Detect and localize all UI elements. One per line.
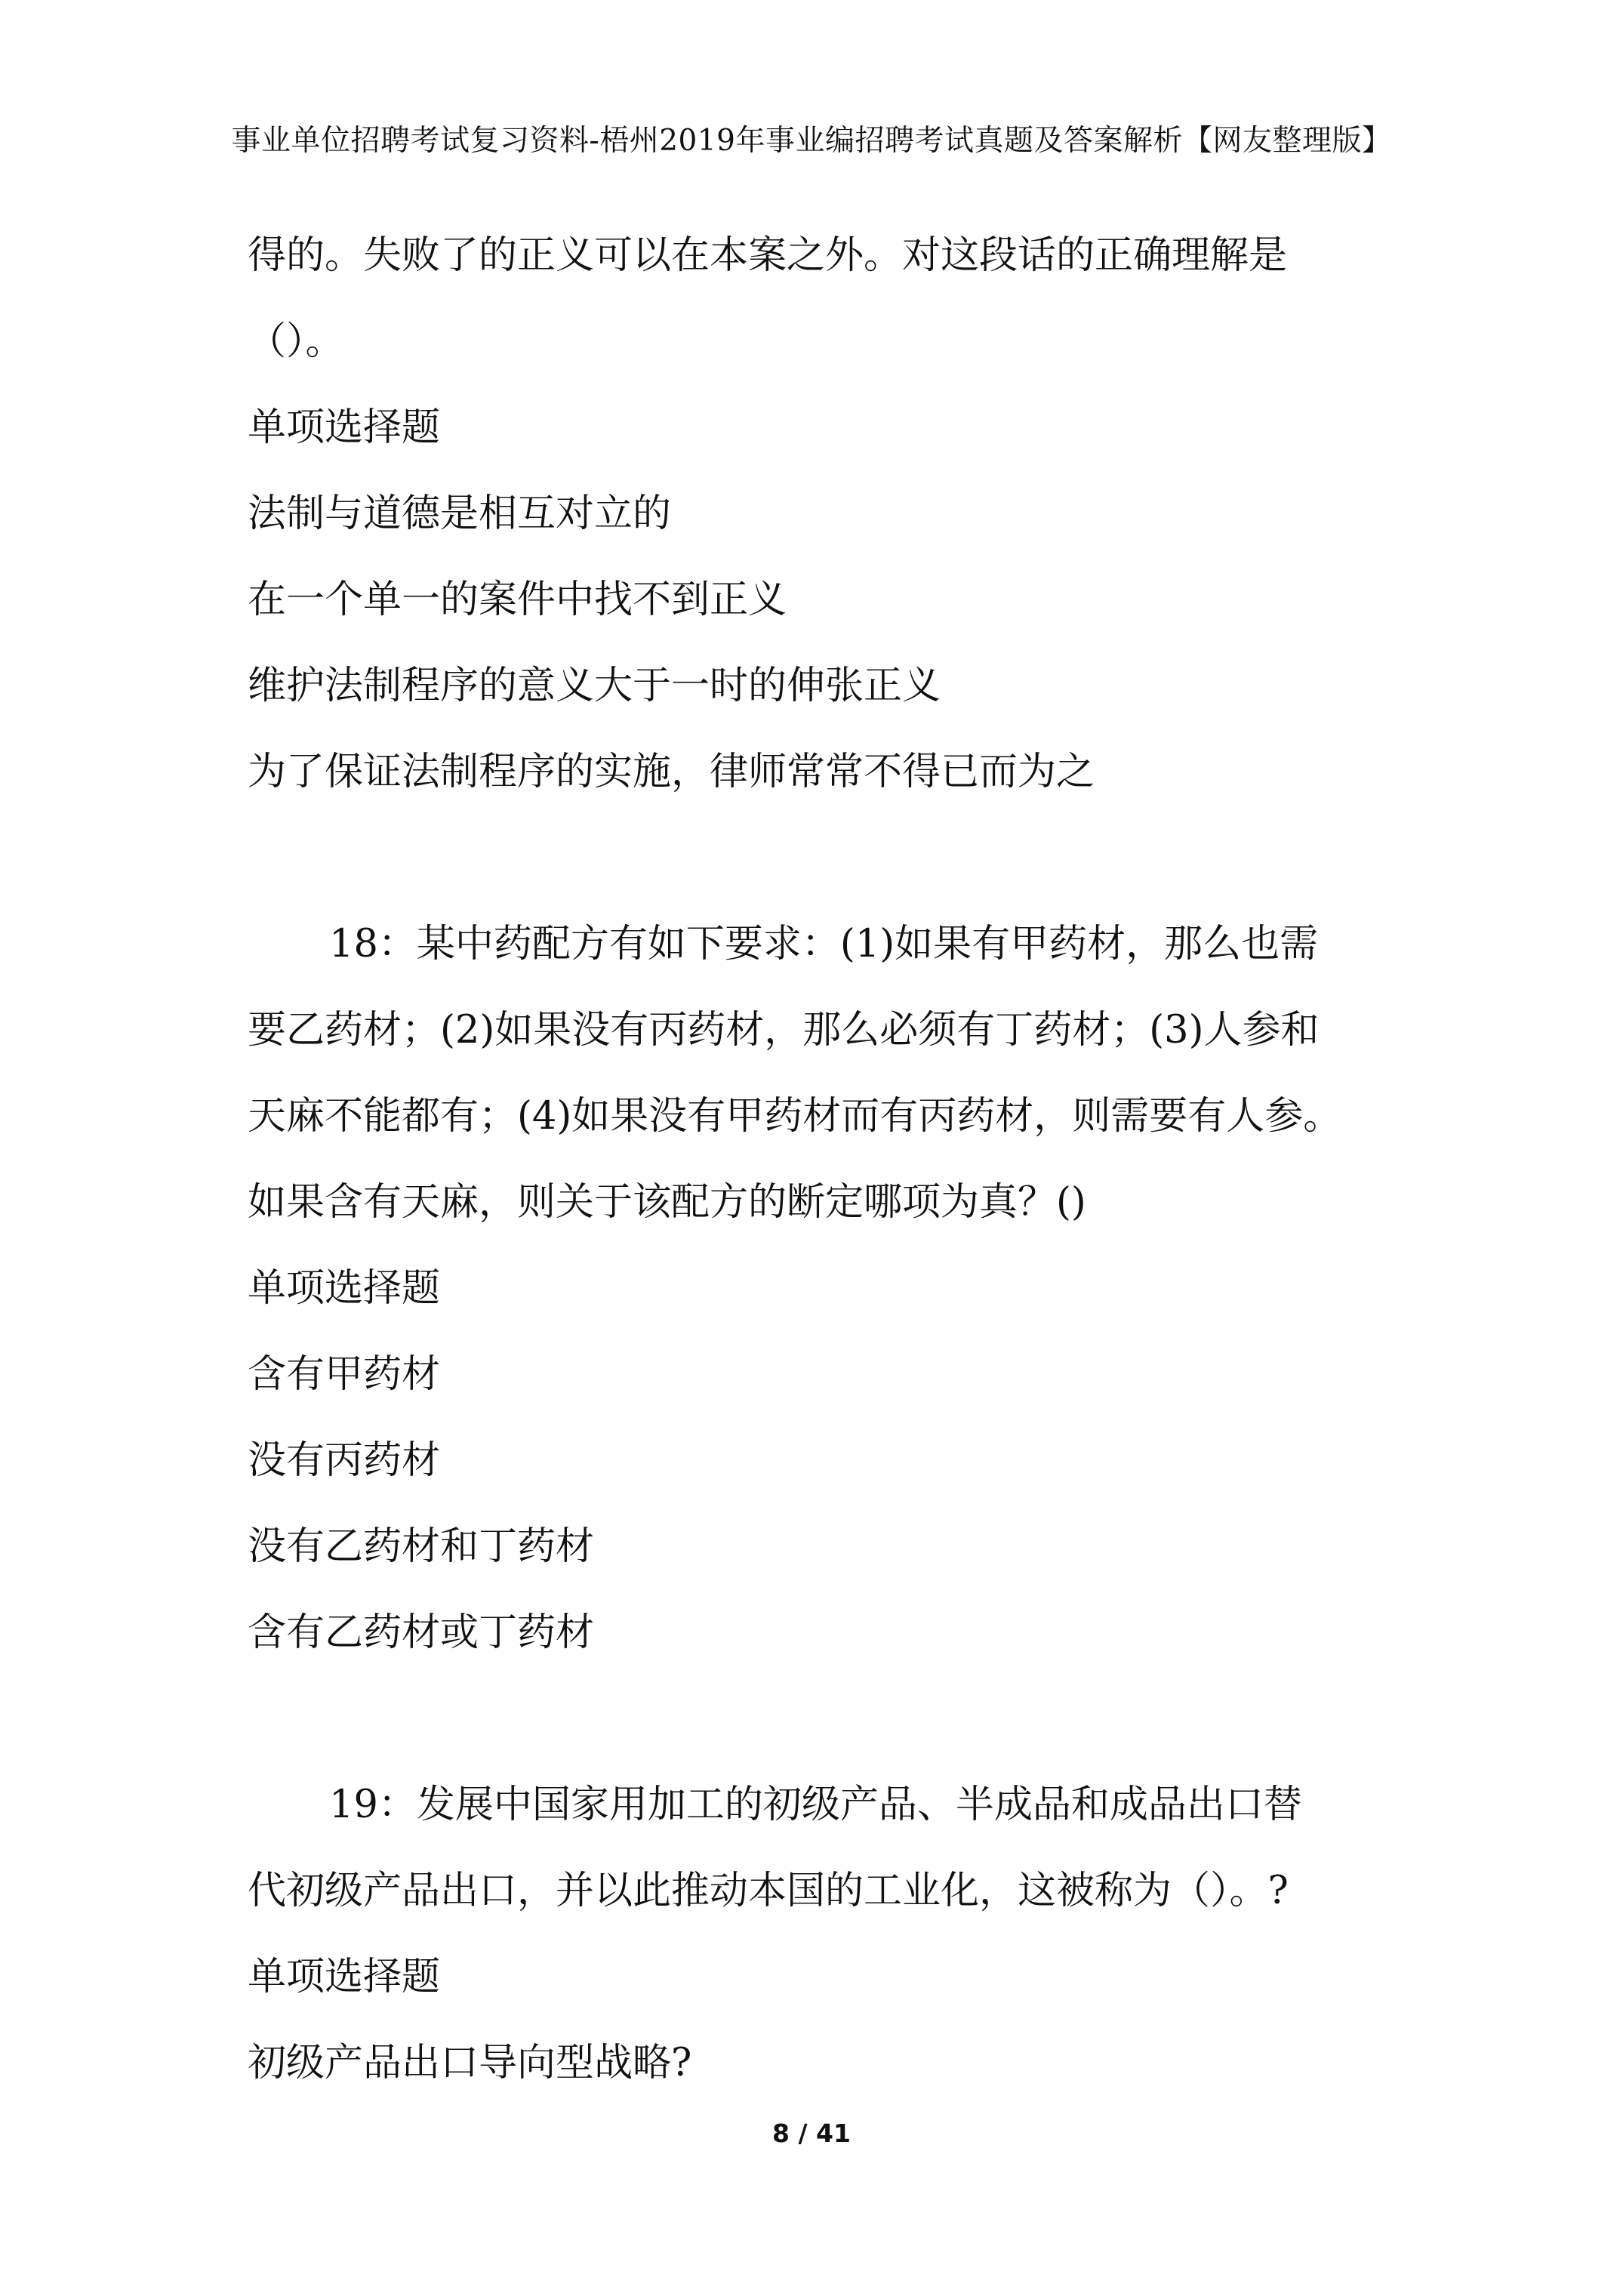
q19-question-type: 单项选择题 [248, 1955, 441, 1999]
q18-option: 含有甲药材 [248, 1352, 441, 1397]
section-gap [248, 815, 1410, 901]
q17-option: 法制与道德是相互对立的 [248, 492, 672, 536]
q18-stem-line: 18：某中药配方有如下要求：(1)如果有甲药材，那么也需 [329, 922, 1319, 966]
q18-option: 没有乙药材和丁药材 [248, 1524, 595, 1569]
q17-stem-line: 得的。失败了的正义可以在本案之外。对这段话的正确理解是 [248, 233, 1288, 278]
page-number: 8 / 41 [772, 2119, 851, 2148]
q18-option: 没有丙药材 [248, 1438, 441, 1483]
q17-option: 维护法制程序的意义大于一时的伸张正义 [248, 664, 941, 708]
q19-stem-line: 代初级产品出口，并以此推动本国的工业化，这被称为（）。? [248, 1869, 1289, 1913]
q18-stem-line: 如果含有天麻，则关于该配方的断定哪项为真？() [248, 1180, 1086, 1225]
q19-stem-line: 19：发展中国家用加工的初级产品、半成品和成品出口替 [329, 1783, 1302, 1827]
q18-stem-line: 要乙药材；(2)如果没有丙药材，那么必须有丁药材；(3)人参和 [248, 1008, 1320, 1052]
page-header: 事业单位招聘考试复习资料-梧州2019年事业编招聘考试真题及答案解析【网友整理版】 [231, 124, 1392, 158]
q17-stem-line: （）。 [248, 319, 344, 364]
section-gap [248, 1676, 1410, 1762]
page-content [248, 213, 1410, 2106]
q17-option: 为了保证法制程序的实施，律师常常不得已而为之 [248, 750, 1095, 794]
q18-question-type: 单项选择题 [248, 1266, 441, 1311]
q17-question-type: 单项选择题 [248, 405, 441, 450]
q18-stem-line: 天麻不能都有；(4)如果没有甲药材而有丙药材，则需要有人参。 [248, 1094, 1342, 1139]
q18-option: 含有乙药材或丁药材 [248, 1610, 595, 1655]
q17-option: 在一个单一的案件中找不到正义 [248, 578, 787, 622]
q19-option: 初级产品出口导向型战略? [248, 2041, 692, 2085]
